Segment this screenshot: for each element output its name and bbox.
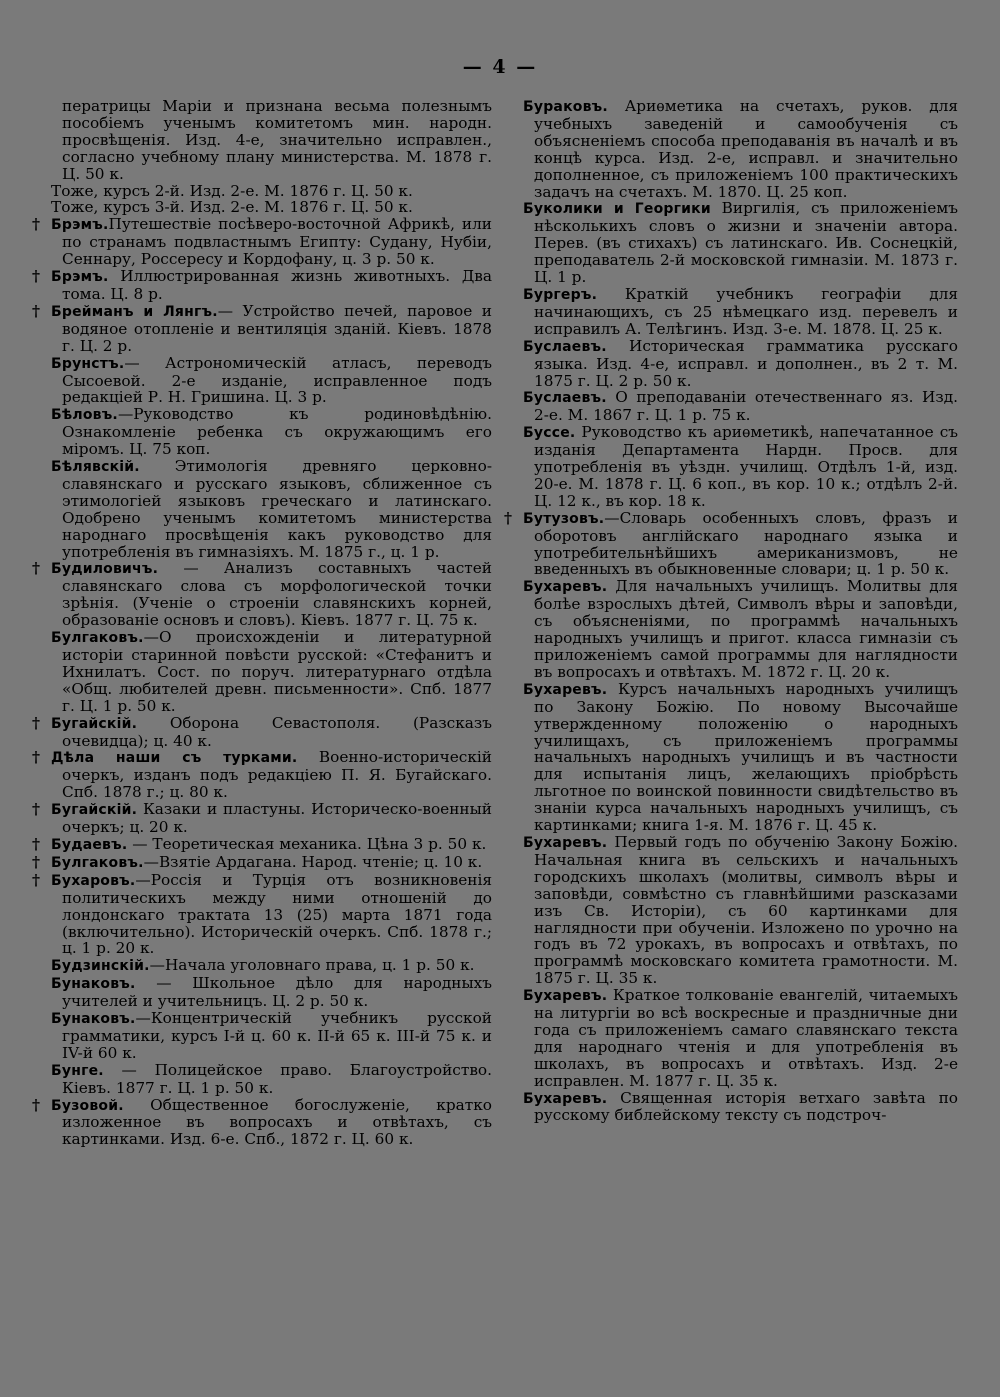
entry-text: —Россія и Турція отъ возникновенія политическихъ между ними отношеній до лондонскаго трактата 13 (25) марта 1871 года (включительно). Историческій очеркъ. Спб. 1878 г.; ц. 1 р. 20 к.	[62, 870, 492, 958]
entry-text: ператрицы Маріи и признана весьма полезнымъ пособіемъ ученымъ комитетомъ мин. народн. просвѣщенія. Изд. 4-е, значительно исправлен., согласно учебному плану министерства. М. 1878 г. Ц. 50 к.	[62, 97, 492, 183]
entry-text: — Полицейское право. Благоустройство. Кіевъ. 1877 г. Ц. 1 р. 50 к.	[62, 1060, 492, 1097]
right-column	[512, 98, 958, 1124]
entry-text: Руководство къ ариѳметикѣ, напечатанное съ изданія Департамента Нардн. Просв. для употребленія въ уѣздн. училищ. Отдѣлъ 1-й, изд. 20-е. М. 1878 г. Ц. 6 коп., въ кор. 10 к.; отдѣлъ 2-й. Ц. 12 к., въ кор. 18 к.	[534, 423, 958, 510]
entry-text: Путешествіе посѣверо-восточной Африкѣ, или по странамъ подвластнымъ Египту: Судану, Нубіи, Сеннару, Россересу и Кордофану, ц. 3 р. 50 к.	[62, 215, 492, 269]
entry-author: Бунге.	[51, 1062, 104, 1079]
entry-text: Тоже, курсъ 2-й. Изд. 2-е. М. 1876 г. Ц. 50 к.	[51, 181, 413, 200]
entry-text: Ариѳметика на счетахъ, руков. для учебныхъ заведеній и самообученія съ объясненіемъ способа преподаванія въ началѣ и въ концѣ курса. Изд. 2-е, исправл. и значительно дополненное, съ приложеніемъ 100 практическихъ задачъ на счетахъ. М. 1870. Ц. 25 коп.	[534, 97, 958, 201]
entry-text: Оборона Севастополя. (Разсказъ очевидца); ц. 40 к.	[62, 713, 492, 750]
entry-text: Казаки и пластуны. Историческо-военный очеркъ; ц. 20 к.	[62, 800, 492, 837]
entry-text: Краткій учебникъ географіи для начинающихъ, съ 25 нѣмецкаго изд. перевелъ и исправилъ А. Телѣгинъ. Изд. 3-е. М. 1878. Ц. 25 к.	[534, 284, 958, 338]
catalog-entry	[512, 98, 958, 200]
catalog-entry	[40, 1010, 492, 1062]
entry-author: Бутузовъ.	[523, 510, 605, 527]
entry-author: Буслаевъ.	[523, 390, 607, 407]
page-number: — 4 —	[462, 56, 538, 78]
entry-author: Будиловичъ.	[51, 561, 159, 578]
entry-author: Бузовой.	[51, 1097, 124, 1114]
entry-author: Буссе.	[523, 425, 576, 442]
entry-author: Бугайскій.	[51, 802, 138, 819]
entry-text: — Анализъ составныхъ частей славянскаго слова съ морфологической точки зрѣнія. (Ученіе о строеніи славянскихъ корней, образованіе основъ и словъ). Кіевъ. 1877 г. Ц. 75 к.	[62, 559, 492, 630]
entry-author: Брэмъ.	[51, 217, 109, 234]
entry-author: Бунаковъ.	[51, 1011, 136, 1028]
entry-text: —Руководство къ родиновѣдѣнію. Ознакомленіе ребенка съ окружающимъ его міромъ. Ц. 75 коп.	[62, 405, 492, 459]
entry-author: Бунаковъ.	[51, 976, 136, 993]
entry-text: Виргилія, съ приложеніемъ нѣсколькихъ словъ о жизни и значеніи автора. Перев. (въ стихахъ) съ латинскаго. Ив. Соснецкій, преподаватель 2-й московской гимназіи. М. 1873 г. Ц. 1 р.	[534, 199, 958, 287]
entry-author: Бухаревъ.	[523, 834, 608, 851]
entry-author: Будаевъ.	[51, 836, 128, 853]
entry-author: Бухаревъ.	[523, 988, 608, 1005]
catalog-entry	[40, 98, 492, 183]
entry-text: Священная исторія ветхаго завѣта по русскому библейскому тексту съ подстроч-	[534, 1088, 958, 1125]
entry-author: Дѣла наши съ турками.	[51, 750, 298, 767]
entry-author: Бухаревъ.	[523, 1090, 608, 1107]
catalog-entry	[40, 957, 492, 975]
entry-author: Будзинскій.	[51, 958, 150, 975]
entry-text: —О происхожденіи и литературной исторіи старинной повѣсти русской: «Стефанитъ и Ихнилатъ. Сост. по поруч. литературнаго отдѣла «Общ. любителей древн. письменности». Спб. 1877 г. Ц. 1 р. 50 к.	[62, 628, 492, 715]
catalog-entry	[40, 1097, 492, 1149]
entry-text: Тоже, курсъ 3-й. Изд. 2-е. М. 1876 г. Ц. 50 к.	[51, 198, 413, 217]
catalog-entry	[40, 183, 492, 200]
entry-author: Буслаевъ.	[523, 338, 607, 355]
catalog-entry	[512, 200, 958, 286]
catalog-entry	[40, 749, 492, 801]
catalog-entry	[512, 834, 958, 987]
entry-text: — Устройство печей, паровое и водяное отопленіе и вентиляція зданій. Кіевъ. 1878 г. Ц. 2 р.	[62, 301, 492, 355]
entry-author: Булгаковъ.	[51, 630, 144, 647]
catalog-entry	[40, 836, 492, 854]
left-column	[40, 98, 492, 1148]
entry-text: Военно-историческій очеркъ, изданъ подъ редакціею П. Я. Бугайскаго. Спб. 1878 г.; ц. 80 к.	[62, 748, 492, 802]
catalog-entry	[40, 801, 492, 836]
catalog-entry	[512, 681, 958, 834]
catalog-entry	[512, 338, 958, 390]
entry-text: Историческая грамматика русскаго языка. Изд. 4-е, исправл. и дополнен., въ 2 т. М. 1875 г. Ц. 2 р. 50 к.	[534, 336, 958, 390]
entry-text: Для начальныхъ училищъ. Молитвы для болѣе взрослыхъ дѣтей, Символъ вѣры и заповѣди, съ объясненіями, по программѣ начальныхъ народныхъ училищъ и пригот. класса гимназіи съ приложеніемъ самой программы для наглядности въ вопросахъ и отвѣтахъ. М. 1872 г. Ц. 20 к.	[534, 577, 958, 681]
catalog-entry	[40, 560, 492, 629]
entry-text: Общественное богослуженіе, кратко изложенное въ вопросахъ и отвѣтахъ, съ картинками. Изд. 6-е. Спб., 1872 г. Ц. 60 к.	[62, 1095, 492, 1149]
entry-text: —Словарь особенныхъ словъ, фразъ и оборотовъ англійскаго народнаго языка и употребительнѣйшихъ американизмовъ, не введенныхъ въ обыкновенные словари; ц. 1 р. 50 к.	[534, 508, 958, 579]
catalog-entry	[512, 987, 958, 1089]
catalog-entry	[512, 1090, 958, 1125]
entry-author: Бухаревъ.	[523, 579, 608, 596]
entry-author: Бѣлявскій.	[51, 459, 140, 476]
entry-text: —Концентрическій учебникъ русской грамматики, курсъ I-й ц. 60 к. II-й 65 к. III-й 75 к. и IV-й 60 к.	[62, 1009, 492, 1062]
catalog-entry	[40, 629, 492, 715]
catalog-entry	[40, 216, 492, 268]
catalog-entry	[40, 406, 492, 458]
catalog-entry	[40, 355, 492, 407]
catalog-entry	[40, 1062, 492, 1097]
entry-author: Бѣловъ.	[51, 407, 118, 424]
entry-author: Бугайскій.	[51, 715, 138, 732]
entry-author: Бухаровъ.	[51, 872, 136, 889]
entry-text: Первый годъ по обученію Закону Божію. Начальная книга въ сельскихъ и начальныхъ городскихъ школахъ (молитвы, символъ вѣры и заповѣди, совмѣстно съ главнѣйшими разсказами изъ Св. Исторіи), съ 60 картинками для наглядности при обученіи. Изложено по урочно на годъ въ 72 урокахъ, въ вопросахъ и отвѣтахъ, по программѣ московскаго комитета грамотности. М. 1875 г. Ц. 35 к.	[534, 832, 958, 988]
catalog-entry	[40, 975, 492, 1010]
entry-author: Буколики и Георгики	[523, 201, 711, 218]
entry-text: —Начала уголовнаго права, ц. 1 р. 50 к.	[149, 956, 475, 975]
catalog-entry	[512, 286, 958, 338]
catalog-entry	[40, 268, 492, 303]
entry-author: Брейманъ и Лянгъ.	[51, 303, 218, 320]
catalog-entry	[512, 578, 958, 680]
entry-text: Этимологія древняго церковно-славянскаго и русскаго языковъ, сближенное съ этимологіей языковъ греческаго и латинскаго. Одобрено ученымъ комитетомъ министерства народнаго просвѣщенія какъ руководство для употребленія въ гимназіяхъ. М. 1875 г., ц. 1 р.	[62, 457, 492, 561]
catalog-entry	[40, 458, 492, 560]
catalog-entry	[40, 872, 492, 958]
entry-author: Бухаревъ.	[523, 681, 608, 698]
catalog-entry	[512, 510, 958, 579]
entry-text: — Теоретическая механика. Цѣна 3 р. 50 к.	[127, 834, 487, 853]
entry-text: — Астрономическій атласъ, переводъ Сысоевой. 2-е изданіе, исправленное подъ редакціей Р. Н. Гришина. Ц. 3 р.	[62, 353, 492, 407]
entry-text: О преподаваніи отечественнаго яз. Изд. 2-е. М. 1867 г. Ц. 1 р. 75 к.	[534, 388, 958, 425]
catalog-entry	[40, 199, 492, 216]
entry-text: Краткое толкованіе евангелій, читаемыхъ на литургіи во всѣ воскресные и праздничные дни года съ приложеніемъ самаго славянскаго текста для народнаго чтенія и для употребленія въ школахъ, въ вопросахъ и отвѣтахъ. Изд. 2-е исправлен. М. 1877 г. Ц. 35 к.	[534, 986, 958, 1090]
entry-text: Курсъ начальныхъ народныхъ училищъ по Закону Божію. По новому Высочайше утвержденному положенію о народныхъ училищахъ, съ приложеніемъ программы начальныхъ народныхъ училищъ и въ частности для испытанія лицъ, желающихъ пріобрѣсть льготное по воинской повинности свидѣтельство въ знаніи курса начальныхъ народныхъ училищъ, съ картинками; книга 1-я. М. 1876 г. Ц. 45 к.	[534, 679, 958, 835]
entry-text: — Школьное дѣло для народныхъ учителей и учительницъ. Ц. 2 р. 50 к.	[62, 974, 492, 1011]
catalog-entry	[512, 389, 958, 424]
catalog-entry	[40, 715, 492, 750]
catalog-entry	[40, 303, 492, 355]
entry-author: Бургеръ.	[523, 286, 598, 303]
catalog-entry	[40, 854, 492, 872]
entry-author: Бураковъ.	[523, 99, 608, 115]
entry-author: Брэмъ.	[51, 269, 109, 286]
catalog-entry	[512, 424, 958, 510]
entry-author: Брунстъ.	[51, 355, 125, 372]
entry-author: Булгаковъ.	[51, 854, 144, 871]
entry-text: —Взятіе Ардагана. Народ. чтеніе; ц. 10 к.	[143, 852, 483, 871]
entry-text: Иллюстрированная жизнь животныхъ. Два тома. Ц. 8 р.	[62, 267, 492, 303]
